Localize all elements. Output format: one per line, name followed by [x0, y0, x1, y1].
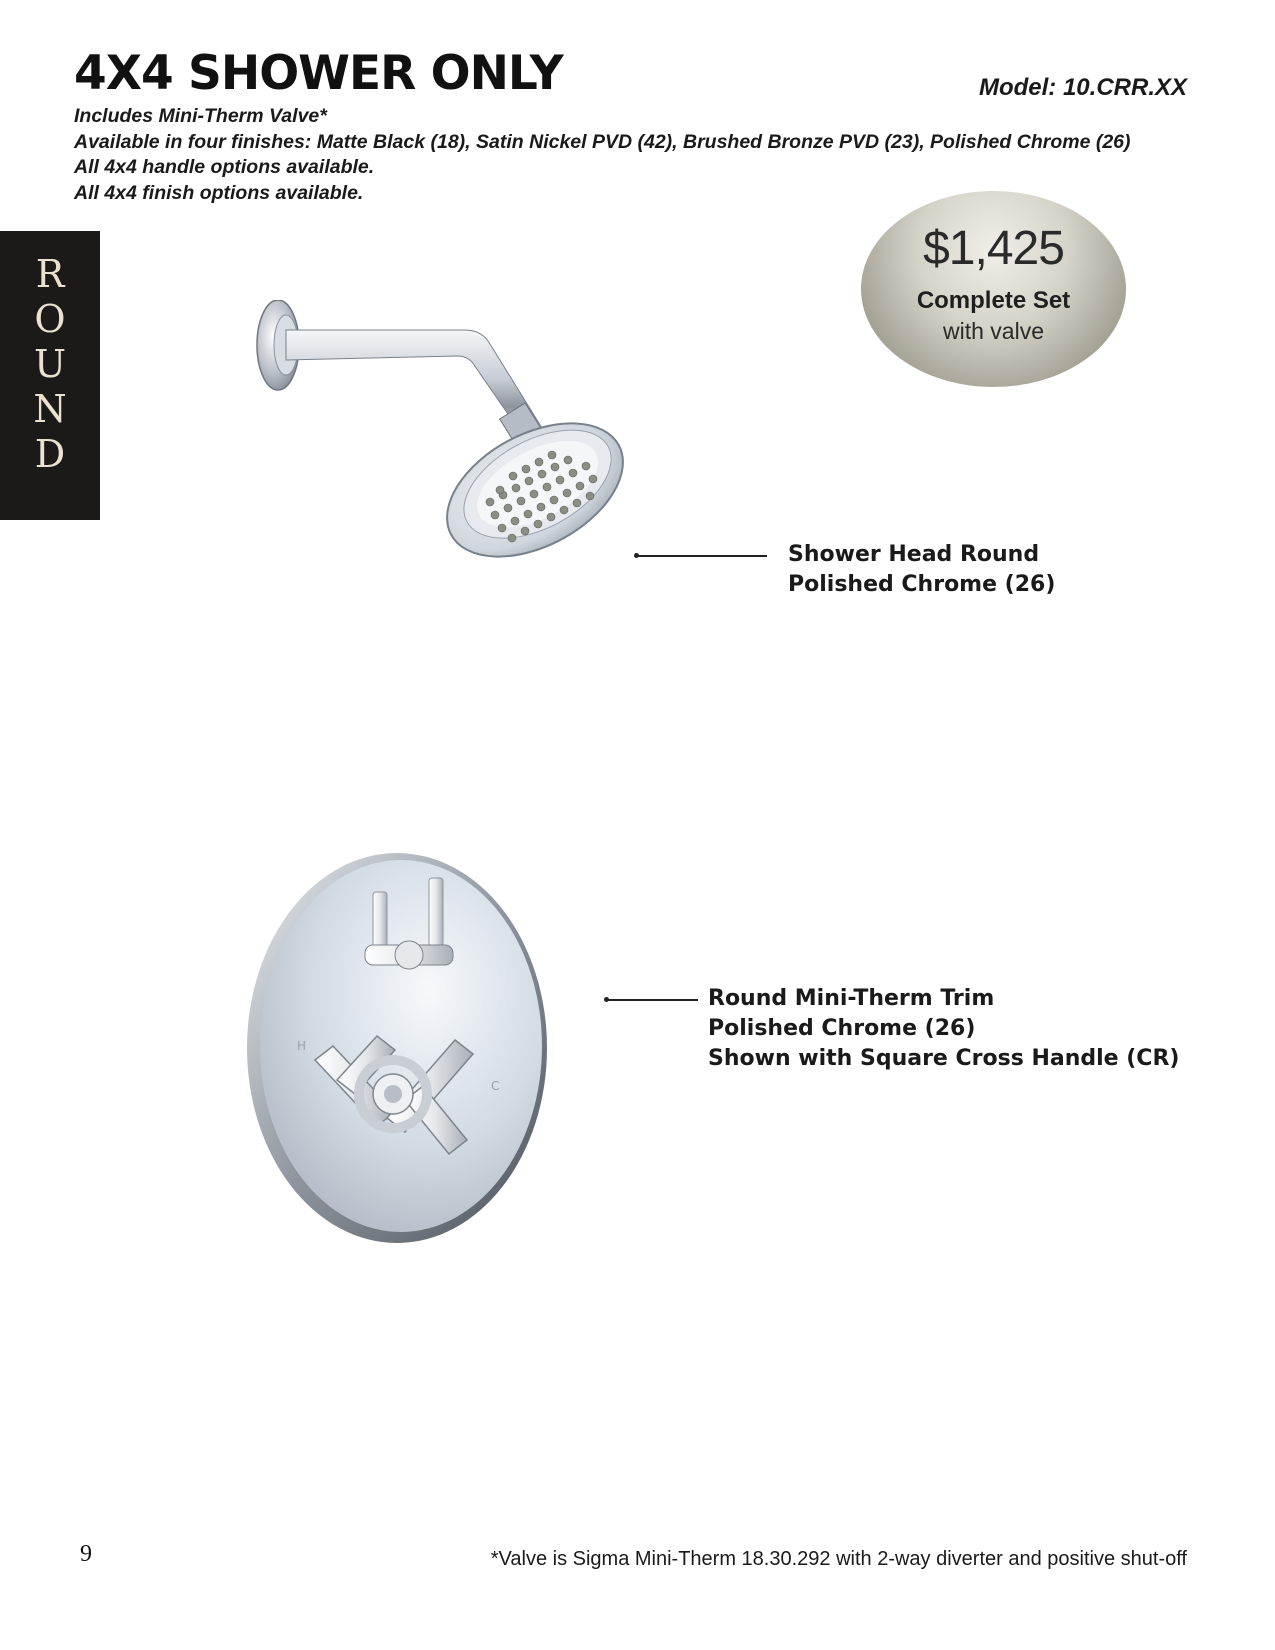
shower-head-image: [250, 300, 670, 580]
valve-trim-label: [708, 984, 1179, 1074]
svg-text:C: C: [491, 1079, 500, 1093]
section-tab-letter: N: [33, 387, 67, 431]
detail-line: Available in four finishes: Matte Black (18), Satin Nickel PVD (42), Brushed Bronze PVD (23), Polished Chrome (26): [74, 130, 1131, 153]
detail-line: All 4x4 finish options available.: [74, 181, 364, 204]
detail-line: All 4x4 handle options available.: [74, 156, 375, 178]
label-line: Polished Chrome (26): [788, 572, 1056, 597]
shower-head-label: [788, 540, 1055, 600]
label-line: Shower Head Round: [788, 542, 1040, 567]
price-amount: $1,425: [923, 222, 1064, 275]
label-line: Polished Chrome (26): [708, 1016, 976, 1041]
detail-line: Includes Mini-Therm Valve*: [74, 105, 327, 127]
section-tab-letter: O: [34, 297, 66, 341]
model-number: Model: 10.CRR.XX: [978, 74, 1187, 101]
section-tab-letter: U: [33, 342, 67, 386]
callout-line: [606, 999, 698, 1001]
page-title: 4X4 SHOWER ONLY: [74, 46, 563, 101]
price-sublabel: with valve: [943, 318, 1044, 344]
svg-text:H: H: [297, 1039, 307, 1053]
product-details: [74, 104, 1194, 206]
price-badge: [861, 191, 1126, 387]
section-tab: [0, 231, 100, 520]
section-tab-letter: D: [34, 432, 66, 476]
price-label: Complete Set: [916, 287, 1071, 314]
label-line: Round Mini-Therm Trim: [708, 986, 995, 1011]
valve-trim-image: [245, 850, 560, 1245]
label-line: Shown with Square Cross Handle (CR): [708, 1046, 1180, 1071]
section-tab-letter: R: [35, 252, 65, 296]
footnote: *Valve is Sigma Mini-Therm 18.30.292 with 2-way diverter and positive shut-off: [490, 1548, 1187, 1570]
callout-line: [636, 555, 767, 557]
page-number: 9: [80, 1541, 92, 1567]
